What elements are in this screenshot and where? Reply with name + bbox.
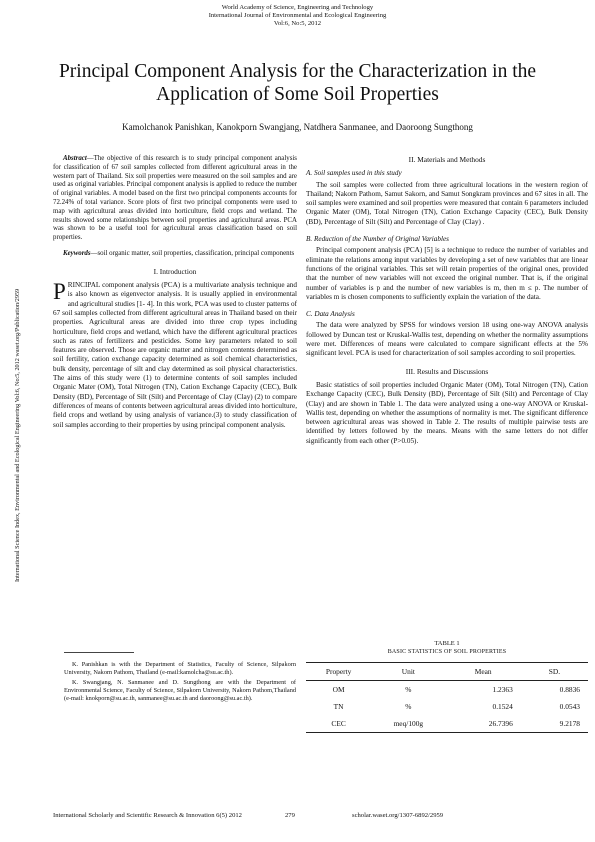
footnote-author-2: K. Swangjang, N. Sanmanee and D. Sungthong are with the Department of Environmental Science, Faculty of Science, Silpakorn University, Nakorn Pathom,Thailand (e-mail: knokporn@su.ac.th, sanmanee@su.ac.th and daoroong@su.ac.th). bbox=[64, 679, 296, 703]
journal-name: World Academy of Science, Engineering and Technology bbox=[221, 4, 374, 11]
table-header-cell: Unit bbox=[401, 667, 415, 676]
footnote-divider bbox=[64, 652, 134, 653]
table-row bbox=[306, 715, 588, 733]
abstract-label: Abstract bbox=[63, 155, 87, 162]
subsection-a-heading: A. Soil samples used in this study bbox=[306, 169, 402, 178]
table-cell: CEC bbox=[331, 719, 346, 728]
intro-paragraph bbox=[53, 281, 297, 430]
table-header-cell: Mean bbox=[474, 667, 492, 676]
subsection-c-text: The data were analyzed by SPSS for windows version 18 using one-way ANOVA analysis followed by Duncan test or Kruskal-Wallis test, depending on whether the normality assumptions were met. Differences of means were calculated to compare significant effects at the 5% significant level. PCA is used for characterization of soil samples according to soil properties. bbox=[306, 321, 588, 358]
table-cell: meq/100g bbox=[393, 719, 424, 728]
table-header-cell: Property bbox=[325, 667, 352, 676]
table-label: TABLE 1 bbox=[434, 640, 460, 647]
section-heading-results: III. Results and Discussions bbox=[405, 366, 489, 376]
subsection-b-heading: B. Reduction of the Number of Original Variables bbox=[306, 235, 449, 244]
table-header-cell: SD. bbox=[548, 667, 561, 676]
soil-statistics-table bbox=[306, 662, 588, 733]
table-cell: % bbox=[405, 702, 412, 711]
table-cell: 0.0543 bbox=[559, 702, 580, 711]
table-header-row bbox=[306, 663, 588, 681]
intro-text: RINCIPAL component analysis (PCA) is a multivariate analysis technique and is also known as eigenvector analysis. It is usually applied in environmental and agricultural studies [1- 4]. In this work, PCA was used to cluster patterns of 67 soil samples collected from different agricultural areas in Thailand based on their properties. Agricultural areas are divided into three crop types including horticulture, field crops and wetland, which have the different agricultural practices such as rates of fertilizers and pesticides. Some key parameters related to soil features are observed. Those are organic matter and nitrogen contents determined as soil fertility, cation exchange capacity determined as soil chemical characteristics, bulk density, percentage of silt and clay determined as soil physical characteristics. The aims of this study were (1) to determine contents of soil samples included Organic Mater (OM), Total Nitrogen (TN), Cation Exchange Capacity (CEC), Bulk Density (BD), Percentage of Silt (Silt) and Percentage of Clay (Clay) (2) to compare differences of means of contents between agricultural areas divided into horticulture, field crops and wetland by using analysis of variance.(3) to study classification of soil samples according to their properties by using principal component analysis. bbox=[53, 281, 297, 429]
section-heading-introduction: I. Introduction bbox=[153, 266, 197, 276]
right-column bbox=[306, 155, 588, 446]
volume-info: Vol:6, No:5, 2012 bbox=[273, 20, 322, 27]
subsection-b-text: Principal component analysis (PCA) [5] is a technique to reduce the number of variables and eliminate the relations among input variables by developing a set of new variables that are linear functions of the original variables. This set will retain properties of the original ones, provided that the number of new variables will not exceed the original number. That is, if the original number of variables is p and the number of new variables is m, then m ≤ p. The number of variables m is chosen components to sufficiently explain the variation of the data. bbox=[306, 246, 588, 301]
keywords bbox=[53, 250, 297, 259]
table-cell: 0.1524 bbox=[492, 702, 513, 711]
section-heading-methods: II. Materials and Methods bbox=[408, 155, 486, 164]
table-caption: BASIC STATISTICS OF SOIL PROPERTIES bbox=[387, 649, 507, 655]
keywords-label: Keywords bbox=[63, 249, 91, 257]
drop-cap: P bbox=[53, 279, 66, 305]
sidebar-index-text: International Science Index, Environmental and Ecological Engineering Vol:6, No:5, 2012 waset.org/Publication/2959 bbox=[14, 288, 21, 582]
paper-title: Principal Component Analysis for the Characterization in the Application of Some Soil Properties bbox=[58, 61, 537, 105]
table-cell: 26.7396 bbox=[488, 719, 513, 728]
abstract-text: —The objective of this research is to study principal component analysis for classification of 67 soil samples collected from different agricultural areas in the western part of Thailand. Six soil properties were measured on the soil samples and are used as original variables. Principal component analysis is applied to reduce the number of original variables. A model based on the first two principal components accounts for 72.24% of total variance. Score plots of first two principal components were used to map with agricultural areas divided into horticulture, field crops and wetland. The results showed some relationships between soil properties and agricultural areas. PCA was shown to be a useful tool for agricultural areas classification based on soil properties. bbox=[53, 155, 297, 242]
footer-journal: International Scholarly and Scientific Research & Innovation 6(5) 2012 bbox=[53, 812, 242, 819]
table-cell: 0.8836 bbox=[559, 685, 580, 694]
footer-url[interactable]: scholar.waset.org/1307-6892/2959 bbox=[352, 812, 444, 819]
table-cell: OM bbox=[332, 685, 345, 694]
table-row bbox=[306, 698, 588, 715]
journal-subtitle: International Journal of Environmental and Ecological Engineering bbox=[208, 12, 387, 19]
table-cell: TN bbox=[333, 702, 344, 711]
footnote-author-1: K. Panishkan is with the Department of Statistics, Faculty of Science, Silpakorn University, Nakorn Pathom, Thailand (e-mail:kamolcha@su.ac.th). bbox=[64, 661, 296, 677]
keywords-text: —soil organic matter, soil properties, classification, principal components bbox=[90, 249, 295, 257]
page-number: 279 bbox=[285, 812, 295, 819]
paper-authors: Kamolchanok Panishkan, Kanokporn Swangjang, Natdhera Sanmanee, and Daoroong Sungthong bbox=[122, 122, 473, 132]
subsection-a-text: The soil samples were collected from three agricultural locations in the western region of Thailand; Nakorn Pathom, Samut Sakorn, and Samut Songkram provinces and 67 sites in all. The soil samples were examined and soil properties were measured that contain 6 parameters included Organic Mater (OM), Total Nitrogen (TN), Cation Exchange Capacity (CEC), Bulk Density (BD), Percentage of Silt (Silt) and Percentage of Clay (Clay) . bbox=[306, 180, 588, 226]
results-text: Basic statistics of soil properties included Organic Mater (OM), Total Nitrogen (TN), Cation Exchange Capacity (CEC), Bulk Density (BD), Percentage of Silt (Silt) and Percentage of Clay (Clay) and are shown in Table 1. The data were analyzed using a one-way ANOVA or Kruskal-Wallis test, depending on whether the assumptions of normality is met. The significant difference between agricultural areas was showed in Table 2. The results of multiple pairwise tests are identified by letters followed by the means. Means with the same letters do not differ significantly from each other (P>0.05). bbox=[306, 380, 588, 445]
left-column bbox=[53, 155, 297, 430]
abstract bbox=[53, 155, 297, 243]
table-cell: % bbox=[405, 685, 412, 694]
subsection-c-heading: C. Data Analysis bbox=[306, 310, 355, 319]
table-cell: 9.2178 bbox=[559, 719, 580, 728]
table-cell: 1.2363 bbox=[492, 685, 513, 694]
table-row bbox=[306, 681, 588, 699]
